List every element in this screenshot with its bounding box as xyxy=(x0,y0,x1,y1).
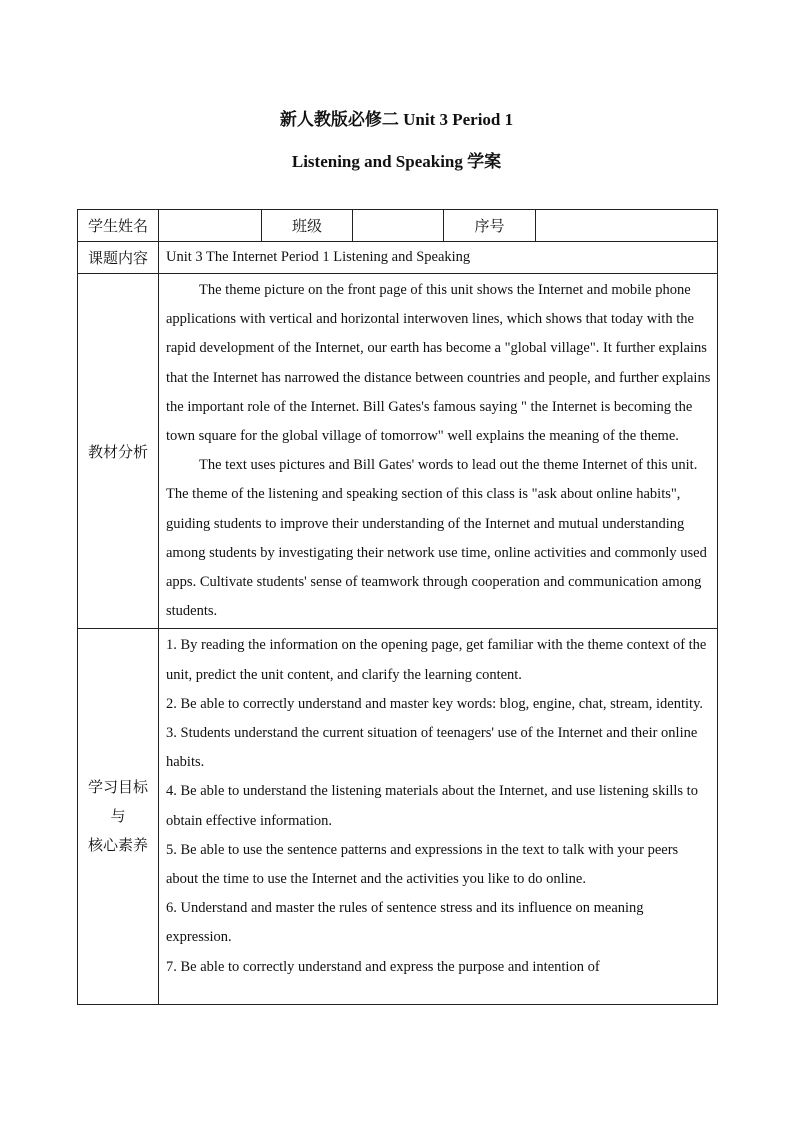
objective-item: 3. Students understand the current situation of teenagers' use of the Internet and their online habits. xyxy=(166,725,698,771)
objective-item: 7. Be able to correctly understand and express the purpose and intention of xyxy=(166,958,600,975)
topic-label: 课题内容 xyxy=(78,242,159,274)
objectives-label xyxy=(78,629,159,1005)
class-label: 班级 xyxy=(262,210,353,242)
student-name-label: 学生姓名 xyxy=(78,210,159,242)
analysis-content xyxy=(159,274,718,629)
class-field[interactable] xyxy=(353,210,444,242)
student-name-field[interactable] xyxy=(159,210,262,242)
objectives-label-line: 与 xyxy=(110,807,126,826)
objectives-content xyxy=(159,629,718,1005)
objectives-label-line: 学习目标 xyxy=(87,778,148,797)
objective-item: 5. Be able to use the sentence patterns and expressions in the text to talk with your peers about the time to use the Internet and the activities you like to do online. xyxy=(166,841,679,888)
objectives-label-line: 核心素养 xyxy=(87,836,148,855)
objective-item: 2. Be able to correctly understand and master key words: blog, engine, chat, stream, identity. xyxy=(166,695,704,712)
analysis-paragraph: The theme picture on the front page of this unit shows the Internet and mobile phone applications with vertical and horizontal interwoven lines, which shows that today with the rapid development of the Internet, our earth has become a "global village". It further explains that the Internet has narrowed the distance between countries and people, and further explains the important role of the Internet. Bill Gates's famous saying " the Internet is becoming the town square for the global village of tomorrow" well explains the meaning of the theme. xyxy=(166,282,711,445)
objective-item: 6. Understand and master the rules of sentence stress and its influence on meaning expression. xyxy=(166,900,644,946)
topic-row xyxy=(78,242,718,274)
analysis-label: 教材分析 xyxy=(78,274,159,629)
document-subtitle: Listening and Speaking 学案 xyxy=(291,152,502,171)
lesson-plan-table xyxy=(77,209,718,1005)
analysis-row xyxy=(78,274,718,629)
objectives-row xyxy=(78,629,718,1005)
objective-item: 1. By reading the information on the opening page, get familiar with the theme context of the unit, predict the unit content, and clarify the learning content. xyxy=(166,637,707,683)
topic-value: Unit 3 The Internet Period 1 Listening and Speaking xyxy=(159,242,718,274)
analysis-paragraph: The text uses pictures and Bill Gates' words to lead out the theme Internet of this unit. The theme of the listening and speaking section of this class is "ask about online habits", guiding students to improve their understanding of the Internet and mutual understanding among students by investigating their network use time, online activities and commonly used apps. Cultivate students' sense of teamwork through cooperation and communication among students. xyxy=(166,457,707,620)
objective-item: 4. Be able to understand the listening materials about the Internet, and use listening skills to obtain effective information. xyxy=(166,783,698,829)
number-field[interactable] xyxy=(536,210,718,242)
document-title: 新人教版必修二 Unit 3 Period 1 xyxy=(279,110,514,129)
number-label: 序号 xyxy=(444,210,536,242)
student-info-row xyxy=(78,210,718,242)
